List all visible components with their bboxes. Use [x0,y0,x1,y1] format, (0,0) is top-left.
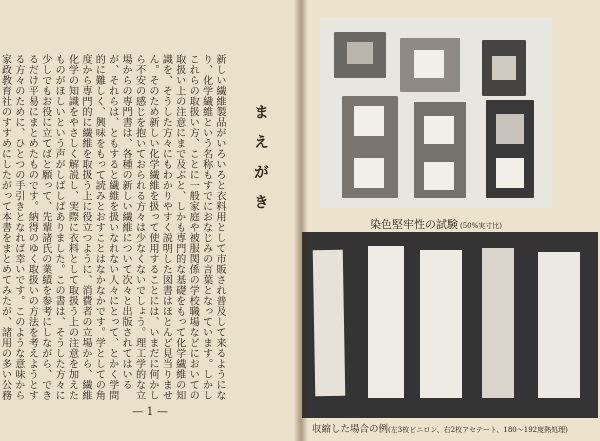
fabric-strip [368,246,404,398]
fabric-strip [420,250,462,398]
fabric-strip [538,252,580,398]
book-gutter-shadow [294,0,308,441]
fabric-strip [482,248,514,398]
right-page [300,0,600,441]
figure1-note: (50%実寸比) [459,222,503,230]
page-number: — 1 — [132,405,168,418]
preface-heading: まえがき [252,104,270,224]
figure2-title: 収縮した場合の例 [312,424,389,435]
figure2-caption [312,421,598,435]
figure1-title: 染色堅牢性の試験 [369,218,458,231]
colorfastness-test-photo [320,18,552,208]
fabric-swatch [414,102,466,198]
fabric-swatch [342,96,398,198]
figure1-caption [320,216,552,232]
preface-body-text: 新しい繊維製品がいろいろと衣料用として市販され普及して来るようになり、化学繊維という名称もすでにおなじみの言葉となっています。しかしこれらの取扱い方、ことに一般家庭や被服関係の学校職場などにおいての取扱い上の注意にまで及ぶと、しかも専門的な基礎をもって化学繊維の知識を、そうした方々にもわかりやすく説明した図書はほとんど見当りません。そのため新しい化学繊維を扱って使用することには、いまだに何かしら不安の感じを抱いておられる方々は少なくないでしょう。理工学的な立場からの専門書は、各種の新しい繊維について次々と出版されてはいるが、それらは、ともすると繊維を扱いなれない人々にとって、とかく学問的に難しく、興味をもって読みとおすことはなかなかです。学としての角度から専門的に繊維を取扱う上に役立つように、消費者の立場から、繊維化学の知識をやさしく解説し、実際に衣料として取扱う上の注意を加えたものがほしいという声がしばしばありました。この書は、そうした方々に少しでもお役に立てばと願って、先輩諸氏の業績を参考にしながら、できるだけ平易にまとめたものです。納得のゆく取扱いの方法を考えようとする方々のために、ひとつの手引きとなれば幸いです。このような意味から家政教育社のすすめにしたがって本書をまとめてみたが、諸用の多い公務 [0,54,225,401]
fabric-strip [313,250,346,397]
fabric-swatch [482,40,526,96]
figure2-note: (左3枚ビニロン、右2枚アセテート、180〜192度熱処理) [388,426,568,434]
fabric-swatch [334,32,386,78]
shrinkage-example-photo [302,232,598,418]
fabric-swatch [400,38,460,92]
fabric-swatch [486,100,534,198]
